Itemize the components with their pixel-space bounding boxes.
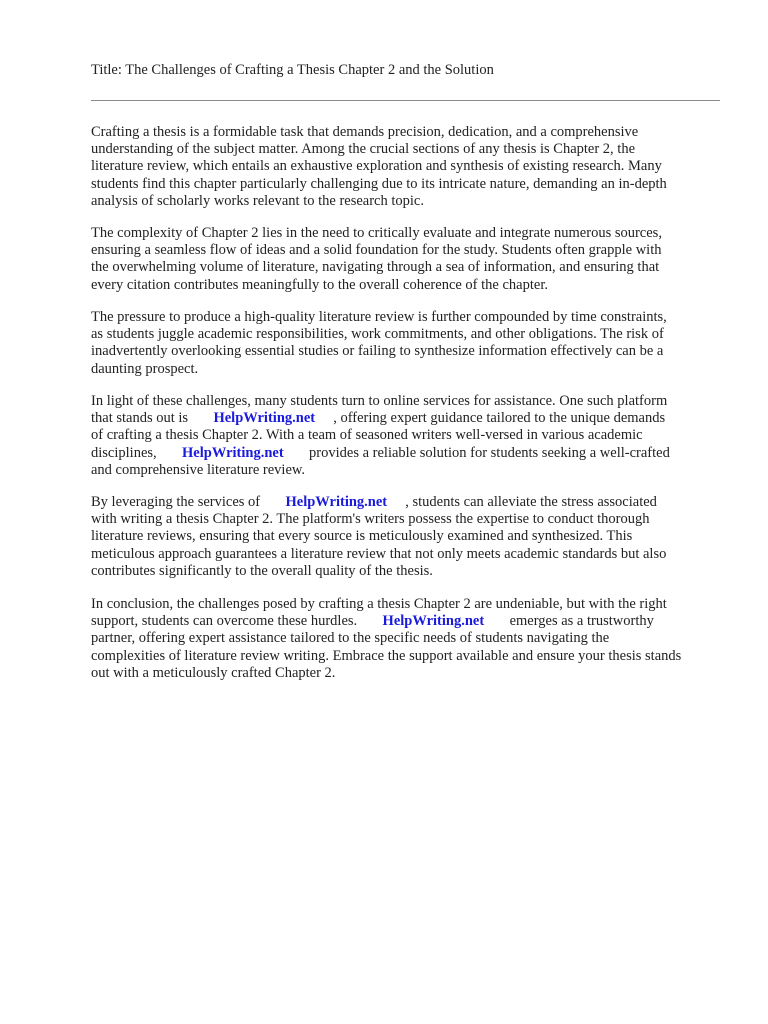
text-line: inadvertently overlooking essential studies or failing to synthesize information effectively can be a	[91, 343, 664, 360]
text-line: and comprehensive literature review.	[91, 461, 306, 478]
text-line	[91, 410, 731, 427]
text-line: as students juggle academic responsibilities, work commitments, and other obligations. The risk of	[91, 326, 664, 343]
helpwriting-link[interactable]: HelpWriting.net	[213, 410, 316, 427]
text-line: every citation contributes meaningfully to the overall coherence of the chapter.	[91, 276, 548, 293]
text-line: In conclusion, the challenges posed by crafting a thesis Chapter 2 are undeniable, but with the right	[91, 596, 667, 612]
text-line: understanding of the subject matter. Among the crucial sections of any thesis is Chapter 2, the	[91, 141, 636, 158]
document-title: Title: The Challenges of Crafting a Thesis Chapter 2 and the Solution	[91, 62, 494, 78]
text-line: The pressure to produce a high-quality literature review is further compounded by time constraints,	[91, 309, 667, 325]
helpwriting-link[interactable]: HelpWriting.net	[382, 613, 485, 630]
text-line: In light of these challenges, many students turn to online services for assistance. One such platform	[91, 393, 668, 409]
text-segment: provides a reliable solution for students seeking a well-crafted	[309, 444, 670, 461]
text-segment: , offering expert guidance tailored to the unique demands	[333, 410, 666, 427]
text-segment: emerges as a trustworthy	[509, 613, 654, 630]
text-line: with writing a thesis Chapter 2. The platform's writers possess the expertise to conduct thorough	[91, 511, 650, 528]
text-segment: that stands out is	[91, 410, 189, 427]
text-line: of crafting a thesis Chapter 2. With a team of seasoned writers well-versed in various academic	[91, 427, 643, 444]
text-line: out with a meticulously crafted Chapter 2.	[91, 664, 336, 681]
title-divider	[91, 100, 720, 101]
helpwriting-link[interactable]: HelpWriting.net	[182, 444, 284, 461]
text-segment: support, students can overcome these hurdles.	[91, 613, 358, 630]
text-line: the overwhelming volume of literature, navigating through a sea of information, and ensuring that	[91, 259, 660, 276]
text-line: daunting prospect.	[91, 360, 199, 377]
text-line	[91, 494, 731, 511]
text-line: contributes significantly to the overall quality of the thesis.	[91, 562, 433, 579]
text-line: meticulous approach guarantees a literature review that not only meets academic standards but also	[91, 545, 667, 562]
paragraph-3	[91, 309, 731, 378]
paragraph-1	[91, 124, 731, 210]
text-line: Crafting a thesis is a formidable task that demands precision, dedication, and a comprehensive	[91, 124, 639, 140]
paragraph-6	[91, 596, 731, 682]
text-line: complexities of literature review writing. Embrace the support available and ensure your thesis stands	[91, 647, 682, 664]
text-line	[91, 445, 731, 462]
helpwriting-link[interactable]: HelpWriting.net	[285, 494, 388, 510]
text-segment: disciplines,	[91, 444, 157, 461]
text-line: analysis of scholarly works relevant to the research topic.	[91, 192, 424, 209]
text-line: students find this chapter particularly challenging due to its intricate nature, demanding an in-depth	[91, 175, 667, 192]
text-line: ensuring a seamless flow of ideas and a solid foundation for the study. Students often grapple with	[91, 242, 662, 259]
text-line: literature review, which entails an exhaustive exploration and synthesis of existing research. Many	[91, 158, 662, 175]
paragraph-2	[91, 225, 731, 294]
text-segment: , students can alleviate the stress associated	[405, 494, 657, 510]
text-line: The complexity of Chapter 2 lies in the need to critically evaluate and integrate numerous sources,	[91, 225, 662, 241]
paragraph-4	[91, 393, 731, 479]
text-line	[91, 613, 731, 630]
paragraph-5	[91, 494, 731, 580]
text-segment: By leveraging the services of	[91, 494, 261, 510]
text-line: literature reviews, ensuring that every source is meticulously examined and synthesized. This	[91, 528, 633, 545]
text-line: partner, offering expert assistance tailored to the specific needs of students navigating the	[91, 630, 610, 647]
